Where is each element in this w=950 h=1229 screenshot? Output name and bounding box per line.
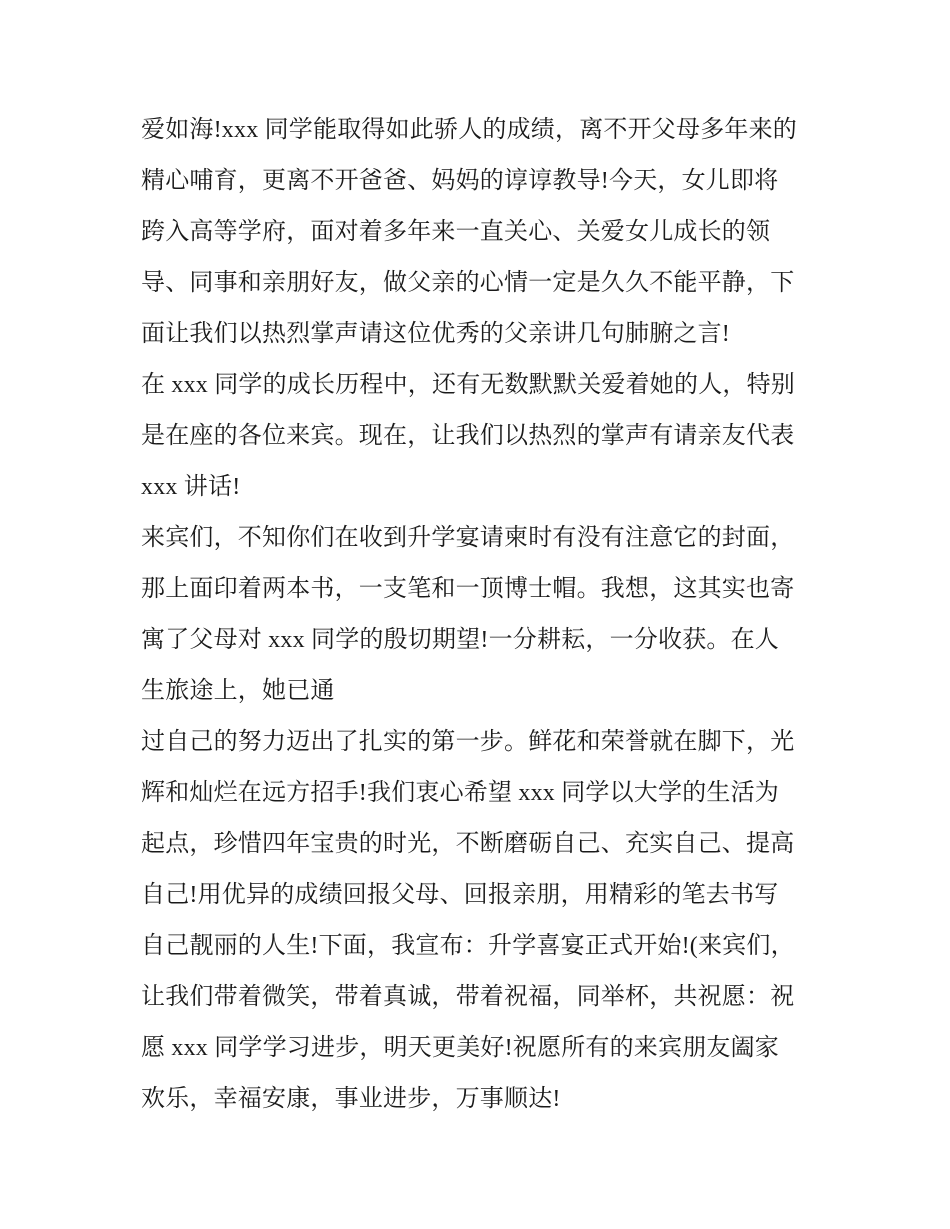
text-line: 欢乐，幸福安康，事业进步，万事顺达! (141, 1086, 561, 1112)
text-line: 导、同事和亲朋好友，做父亲的心情一定是久久不能平静，下 (141, 270, 795, 296)
text-line: 精心哺育，更离不开爸爸、妈妈的谆谆教导!今天，女儿即将 (141, 168, 779, 194)
body-text (141, 105, 821, 1125)
text-line: 来宾们，不知你们在收到升学宴请柬时有没有注意它的封面， (141, 525, 795, 551)
text-line: 自己靓丽的人生!下面，我宣布：升学喜宴正式开始!(来宾们， (141, 933, 795, 959)
text-line: 那上面印着两本书，一支笔和一顶博士帽。我想，这其实也寄 (141, 576, 795, 602)
text-line: 愿 xxx 同学学习进步，明天更美好!祝愿所有的来宾朋友阖家 (141, 1035, 779, 1061)
text-line: 起点，珍惜四年宝贵的时光，不断磨砺自己、充实自己、提高 (141, 831, 795, 857)
text-line: 面让我们以热烈掌声请这位优秀的父亲讲几句肺腑之言! (141, 321, 730, 347)
text-line: 辉和灿烂在远方招手!我们衷心希望 xxx 同学以大学的生活为 (141, 780, 779, 806)
text-line: 寓了父母对 xxx 同学的殷切期望!一分耕耘，一分收获。在人 (141, 627, 779, 653)
text-line: 是在座的各位来宾。现在，让我们以热烈的掌声有请亲友代表 (141, 423, 795, 449)
text-line: xxx 讲话! (141, 474, 241, 500)
text-line: 生旅途上，她已通 (141, 678, 335, 704)
text-line: 在 xxx 同学的成长历程中，还有无数默默关爱着她的人，特别 (141, 372, 795, 398)
text-line: 自己!用优异的成绩回报父母、回报亲朋，用精彩的笔去书写 (141, 882, 779, 908)
text-line: 过自己的努力迈出了扎实的第一步。鲜花和荣誉就在脚下，光 (141, 729, 795, 755)
text-line: 跨入高等学府，面对着多年来一直关心、关爱女儿成长的领 (141, 219, 771, 245)
text-line: 让我们带着微笑，带着真诚，带着祝福，同举杯，共祝愿：祝 (141, 984, 795, 1010)
text-line: 爱如海!xxx 同学能取得如此骄人的成绩，离不开父母多年来的 (141, 117, 797, 143)
